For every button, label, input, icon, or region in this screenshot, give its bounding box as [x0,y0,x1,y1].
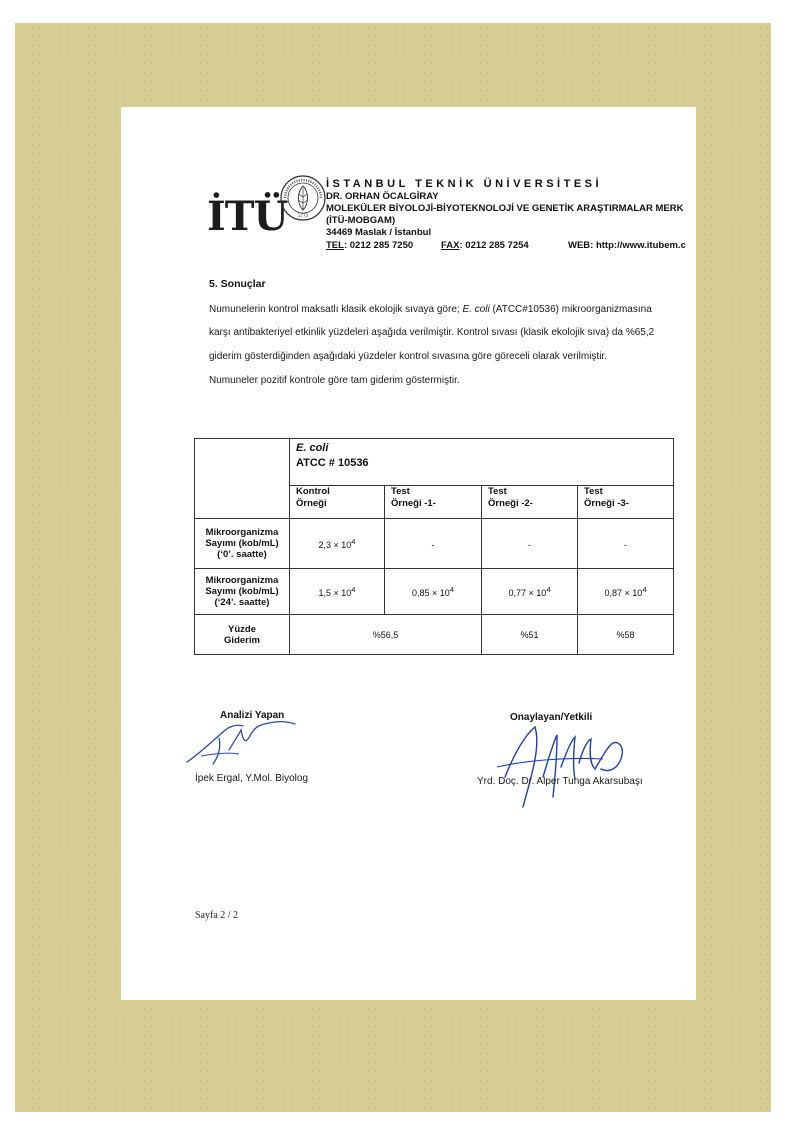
results-table [194,438,674,655]
analyst-name: İpek Ergal, Y.Mol. Biyolog [195,773,309,784]
value-test1-24h: $0,85 \times 10^4$ [385,569,482,615]
table-row [195,519,674,569]
table-title-row [195,439,674,486]
paragraph-line-2: karşı antibakteriyel etkinlik yüzdeleri aşağıda verilmiştir. Kontrol sıvası (klasik ekolojik sıva) da %65,2 [209,327,655,338]
col-header-control: Kontrol Örneği [290,486,385,519]
value-control-0h: $2,3 \times 10^4$ [290,519,385,569]
reduction-test-3: %58 [578,615,674,655]
approver-signature-icon [483,707,643,817]
table-row [195,615,674,655]
paragraph-line-4: Numuneler pozitif kontrole göre tam giderim göstermiştir. [209,375,460,386]
analyst-title: Analizi Yapan [220,710,285,721]
center-line-3: (İTÜ-MOBGAM) [326,215,396,226]
address: 34469 Maslak / İstanbul [326,227,432,238]
row-label-reduction: Yüzde Giderim [195,615,290,655]
reduction-test-1: %56,5 [290,615,482,655]
value-test2-0h: - [482,519,578,569]
tel-contact: TEL: 0212 285 7250 [326,240,414,251]
center-line-1: DR. ORHAN ÖCALGİRAY [326,191,439,202]
empty-corner-cell [195,439,290,519]
value-test1-0h: - [385,519,482,569]
analyst-signature-icon [179,710,299,770]
organism-header: E. coli ATCC # 10536 [290,439,674,486]
approver-name: Yrd. Doç. Dr. Alper Tunga Akarsubaşı [477,776,643,787]
value-test2-24h: $0,77 \times 10^4$ [482,569,578,615]
section-title: 5. Sonuçlar [209,278,266,290]
row-label-0h: Mikroorganizma Sayımı (kob/mL) (‘0’. saatte) [195,519,290,569]
row-label-24h: Mikroorganizma Sayımı (kob/mL) (‘24’. saatte) [195,569,290,615]
col-header-test-1: Test Örneği -1- [385,486,482,519]
value-test3-24h: $0,87 \times 10^4$ [578,569,674,615]
center-line-2: MOLEKÜLER BİYOLOJİ-BİYOTEKNOLOJİ VE GENETİK ARAŞTIRMALAR MERK [326,203,684,214]
page-number: Sayfa 2 / 2 [195,910,239,921]
web-contact: WEB: http://www.itubem.c [568,240,686,251]
university-name: İSTANBUL TEKNİK ÜNİVERSİTESİ [326,178,603,190]
paragraph-line-1: Numunelerin kontrol maksatlı klasik ekolojik sıvaya göre; E. coli (ATCC#10536) mikroorganizmasına [209,304,652,315]
university-seal-icon [279,174,327,222]
table-row [195,569,674,615]
paragraph-line-3: giderim gösterdiğinden aşağıdaki yüzdeler kontrol sıvasına göre göreceli olarak verilmiştir. [209,351,607,362]
document-page [121,107,696,1000]
col-header-test-3: Test Örneği -3- [578,486,674,519]
value-test3-0h: - [578,519,674,569]
col-header-test-2: Test Örneği -2- [482,486,578,519]
reduction-test-2: %51 [482,615,578,655]
approver-title: Onaylayan/Yetkili [510,712,593,723]
itu-logo: İTÜ [207,193,288,240]
value-control-24h: $1,5 \times 10^4$ [290,569,385,615]
fax-contact: FAX: 0212 285 7254 [441,240,529,251]
svg-text:1773: 1773 [297,213,309,218]
